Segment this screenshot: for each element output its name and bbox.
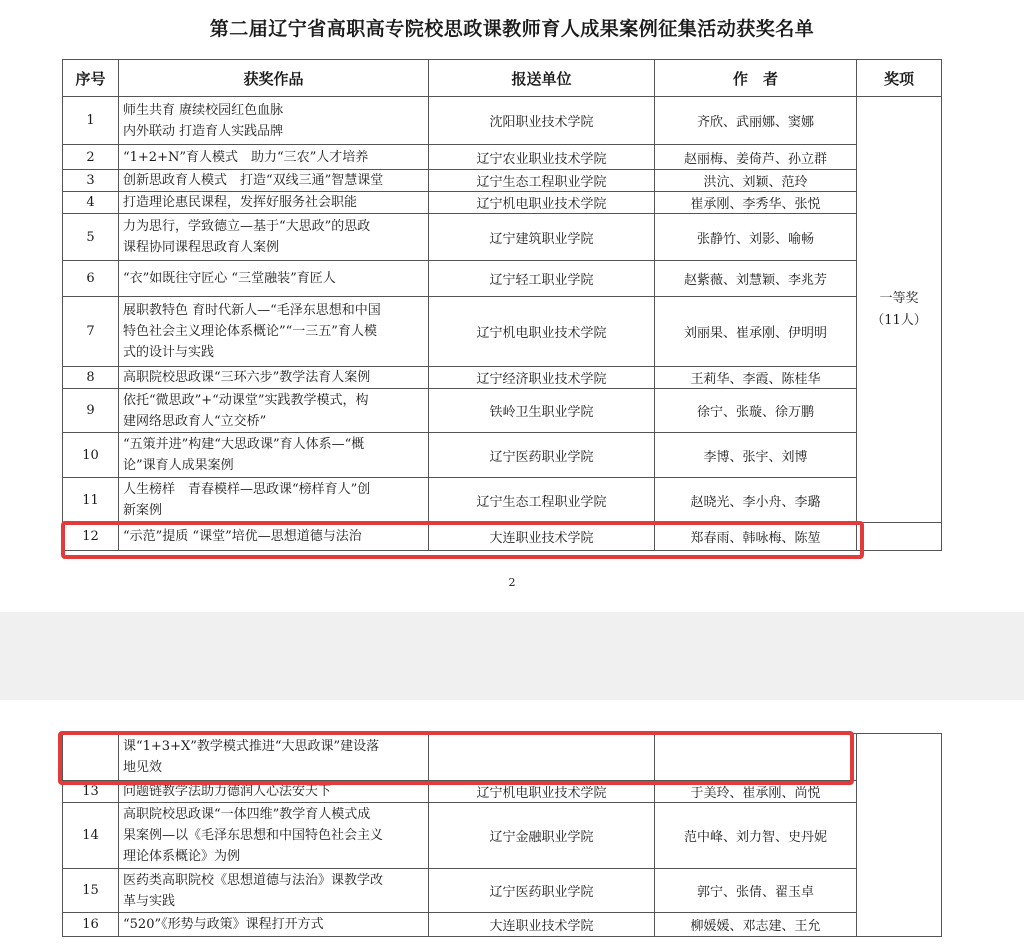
authors: 洪沆、刘颖、范玲 xyxy=(655,170,857,192)
page-number: 2 xyxy=(508,576,516,589)
table-row xyxy=(63,261,942,297)
submitting-unit: 沈阳职业技术学院 xyxy=(429,97,655,145)
table-row xyxy=(63,803,942,869)
header-num: 序号 xyxy=(63,60,119,97)
submitting-unit: 辽宁机电职业技术学院 xyxy=(429,192,655,214)
row-number: 10 xyxy=(63,433,119,478)
submitting-unit: 辽宁金融职业学院 xyxy=(429,803,655,869)
work-title: 高职院校思政课“一体四维”教学育人模式成 果案例—以《毛泽东思想和中国特色社会主义 理论体系概论》为例 xyxy=(119,803,429,869)
document-page-2 xyxy=(0,700,1024,946)
document-title: 第二届辽宁省高职高专院校思政课教师育人成果案例征集活动获奖名单 xyxy=(209,18,815,40)
submitting-unit: 辽宁机电职业技术学院 xyxy=(429,781,655,803)
authors: 李博、张宇、刘博 xyxy=(655,433,857,478)
work-title: 展职教特色 育时代新人—“毛泽东思想和中国 特色社会主义理论体系概论”“一三五”育人模 式的设计与实践 xyxy=(119,297,429,367)
work-title: “示范”提质 “课堂”培优—思想道德与法治 xyxy=(119,523,429,551)
award-table xyxy=(62,59,942,551)
header-author: 作 者 xyxy=(655,60,857,97)
authors: 刘丽果、崔承刚、伊明明 xyxy=(655,297,857,367)
row-number: 12 xyxy=(63,523,119,551)
table-row xyxy=(63,478,942,523)
row-number: 5 xyxy=(63,214,119,261)
row-number: 13 xyxy=(63,781,119,803)
submitting-unit: 辽宁轻工职业学院 xyxy=(429,261,655,297)
authors: 范中峰、刘力智、史丹妮 xyxy=(655,803,857,869)
work-title: 问题链教学法助力德润人心法安天下 xyxy=(119,781,429,803)
work-title-continued: 课“1+3+X”教学模式推进“大思政课”建设落 地见效 xyxy=(119,734,429,781)
table-row xyxy=(63,97,942,145)
submitting-unit: 辽宁医药职业学院 xyxy=(429,433,655,478)
table-row xyxy=(63,869,942,913)
work-title: “衣”如既往守匠心 “三堂融装”育匠人 xyxy=(119,261,429,297)
work-title: “1+2+N”育人模式 助力“三农”人才培养 xyxy=(119,145,429,170)
authors: 崔承刚、李秀华、张悦 xyxy=(655,192,857,214)
row-number: 7 xyxy=(63,297,119,367)
work-title: “五策并进”构建“大思政课”育人体系—“概 论”课育人成果案例 xyxy=(119,433,429,478)
authors: 王莉华、李霞、陈桂华 xyxy=(655,367,857,389)
row-number: 15 xyxy=(63,869,119,913)
row-number: 9 xyxy=(63,389,119,433)
authors: 于美玲、崔承刚、尚悦 xyxy=(655,781,857,803)
table-header-row xyxy=(63,60,942,97)
work-title: 打造理论惠民课程，发挥好服务社会职能 xyxy=(119,192,429,214)
work-title: 力为思行，学致德立—基于“大思政”的思政 课程协同课程思政育人案例 xyxy=(119,214,429,261)
work-title: 师生共育 赓续校园红色血脉 内外联动 打造育人实践品牌 xyxy=(119,97,429,145)
submitting-unit: 大连职业技术学院 xyxy=(429,913,655,937)
row-number: 1 xyxy=(63,97,119,145)
work-title: 依托“微思政”+“动课堂”实践教学模式，构 建网络思政育人“立交桥” xyxy=(119,389,429,433)
authors: 柳媛媛、邓志建、王允 xyxy=(655,913,857,937)
highlight-box-row-12 xyxy=(61,521,864,559)
row-number: 8 xyxy=(63,367,119,389)
submitting-unit: 辽宁生态工程职业学院 xyxy=(429,478,655,523)
submitting-unit: 辽宁机电职业技术学院 xyxy=(429,297,655,367)
authors: 赵紫薇、刘慧颖、李兆芳 xyxy=(655,261,857,297)
work-title: 创新思政育人模式 打造“双线三通”智慧课堂 xyxy=(119,170,429,192)
header-unit: 报送单位 xyxy=(429,60,655,97)
submitting-unit: 辽宁经济职业技术学院 xyxy=(429,367,655,389)
table-row xyxy=(63,367,942,389)
row-number: 16 xyxy=(63,913,119,937)
submitting-unit: 辽宁生态工程职业学院 xyxy=(429,170,655,192)
row-number: 3 xyxy=(63,170,119,192)
table-row xyxy=(63,192,942,214)
table-row xyxy=(63,433,942,478)
header-work: 获奖作品 xyxy=(119,60,429,97)
work-title: “520”《形势与政策》课程打开方式 xyxy=(119,913,429,937)
table-row xyxy=(63,297,942,367)
work-title: 高职院校思政课“三环六步”教学法育人案例 xyxy=(119,367,429,389)
authors: 徐宁、张璇、徐万鹏 xyxy=(655,389,857,433)
table-row xyxy=(63,389,942,433)
row-number: 14 xyxy=(63,803,119,869)
table-row xyxy=(63,913,942,937)
submitting-unit: 大连职业技术学院 xyxy=(429,523,655,551)
work-title: 医药类高职院校《思想道德与法治》课教学改 革与实践 xyxy=(119,869,429,913)
table-row xyxy=(63,145,942,170)
authors: 齐欣、武丽娜、窦娜 xyxy=(655,97,857,145)
table-row xyxy=(63,214,942,261)
authors: 郭宁、张倩、翟玉卓 xyxy=(655,869,857,913)
row-number: 11 xyxy=(63,478,119,523)
authors: 郑春雨、韩咏梅、陈堃 xyxy=(655,523,857,551)
row-number: 6 xyxy=(63,261,119,297)
submitting-unit: 辽宁农业职业技术学院 xyxy=(429,145,655,170)
award-level xyxy=(857,734,942,937)
authors: 张静竹、刘影、喻畅 xyxy=(655,214,857,261)
highlight-box-continued-row xyxy=(58,731,854,785)
submitting-unit: 辽宁医药职业学院 xyxy=(429,869,655,913)
award-level-empty xyxy=(857,523,942,551)
authors: 赵丽梅、姜倚芦、孙立群 xyxy=(655,145,857,170)
authors: 赵晓光、李小舟、李璐 xyxy=(655,478,857,523)
work-title: 人生榜样 青春模样—思政课“榜样育人”创 新案例 xyxy=(119,478,429,523)
table-row xyxy=(63,170,942,192)
award-level: 一等奖 （11人） xyxy=(857,97,942,523)
submitting-unit: 辽宁建筑职业学院 xyxy=(429,214,655,261)
submitting-unit: 铁岭卫生职业学院 xyxy=(429,389,655,433)
header-award: 奖项 xyxy=(857,60,942,97)
row-number: 2 xyxy=(63,145,119,170)
row-number: 4 xyxy=(63,192,119,214)
